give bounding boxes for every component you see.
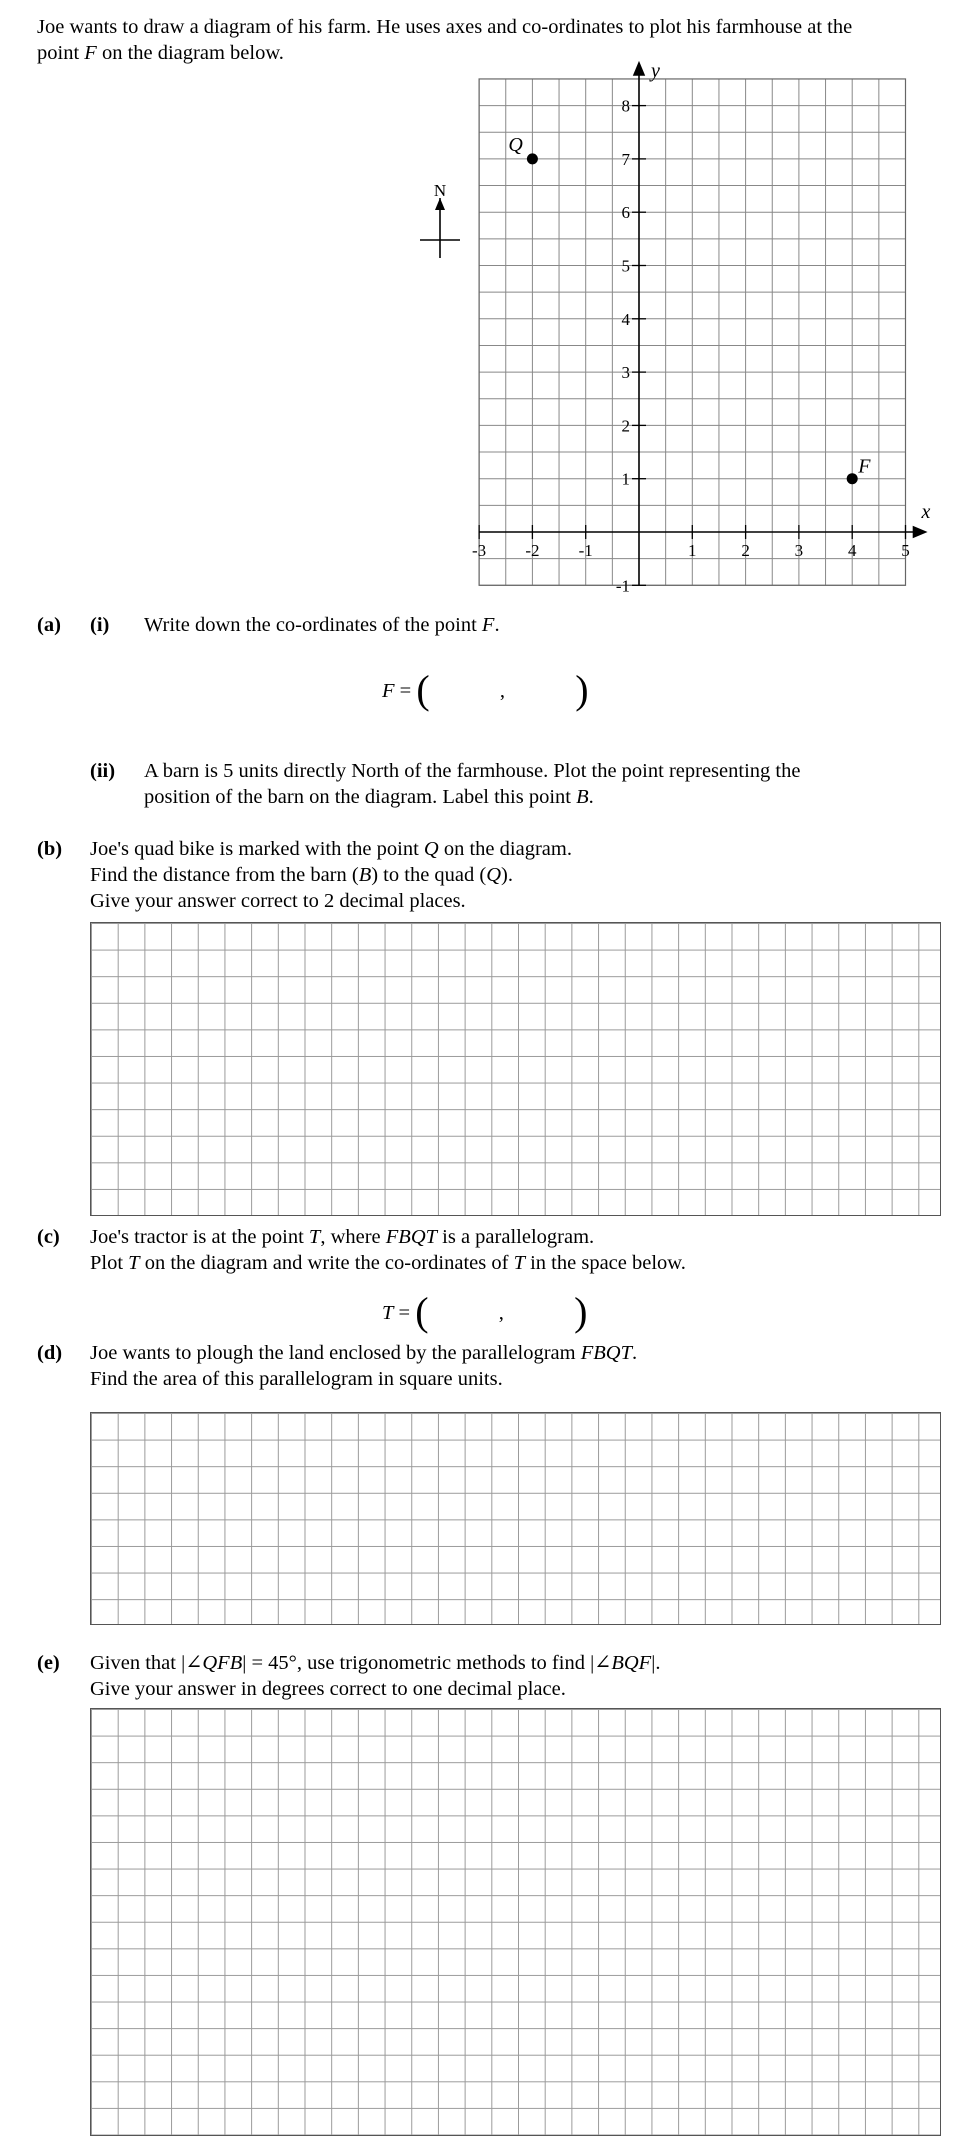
x-tick-label: -1: [578, 541, 593, 560]
y-tick-label: 1: [621, 469, 630, 489]
intro-line-1: Joe wants to draw a diagram of his farm. He uses axes and co-ordinates to plot his farmhouse at the: [37, 16, 853, 38]
part-b-line-2: Find the distance from the barn (B) to the quad (Q).: [90, 864, 513, 886]
answer-f-coordinates[interactable]: F = ( , ): [382, 667, 589, 712]
answer-grid-b[interactable]: [90, 922, 941, 1216]
part-c-label: (c): [37, 1226, 60, 1248]
answer-t-coordinates[interactable]: T = ( , ): [382, 1289, 588, 1334]
point-q: [527, 153, 538, 164]
part-c-line-1: Joe's tractor is at the point T, where FBQT is a parallelogram.: [90, 1226, 595, 1248]
part-b-label: (b): [37, 838, 63, 860]
part-e-line-2: Give your answer in degrees correct to one decimal place.: [90, 1678, 566, 1700]
answer-grid-e[interactable]: [90, 1708, 941, 2136]
diagram-points: [508, 134, 871, 484]
x-tick-label: -3: [472, 541, 487, 560]
y-axis-label: y: [651, 59, 660, 82]
point-label-f: F: [858, 455, 871, 478]
y-axis-arrow-icon: [634, 63, 644, 75]
y-tick-label: 5: [621, 256, 630, 276]
x-tick-label: 1: [688, 541, 697, 560]
point-f: [847, 473, 858, 484]
y-tick-label: 6: [621, 203, 630, 223]
x-tick-label: 3: [794, 541, 804, 560]
diagram-grid: [479, 79, 905, 585]
y-tick-label: -1: [615, 576, 630, 596]
x-tick-label: 5: [901, 541, 910, 560]
part-c-line-2: Plot T on the diagram and write the co-ordinates of T in the space below.: [90, 1252, 686, 1274]
point-label-q: Q: [508, 133, 523, 156]
diagram-axes: [479, 63, 925, 585]
x-axis-arrow-icon: [914, 527, 926, 537]
part-e-line-1: Given that |∠QFB| = 45°, use trigonometric methods to find |∠BQF|.: [90, 1652, 661, 1674]
compass-north-label: N: [433, 181, 447, 200]
part-b-line-1: Joe's quad bike is marked with the point Q on the diagram.: [90, 838, 572, 860]
part-d-line-2: Find the area of this parallelogram in square units.: [90, 1368, 503, 1390]
part-d-label: (d): [37, 1342, 63, 1364]
part-a-ii-label: (ii): [90, 760, 116, 782]
x-axis-label: x: [921, 501, 931, 523]
y-tick-label: 2: [621, 416, 630, 436]
part-a-ii-line-1: A barn is 5 units directly North of the farmhouse. Plot the point representing the: [144, 760, 801, 782]
part-a-ii-line-2: position of the barn on the diagram. Label this point B.: [144, 786, 594, 808]
part-e-label: (e): [37, 1652, 60, 1674]
intro-line-2: point F on the diagram below.: [37, 42, 284, 64]
x-tick-label: 4: [847, 541, 857, 560]
answer-grid-d[interactable]: [90, 1412, 941, 1625]
coordinate-diagram[interactable]: [0, 0, 968, 620]
y-tick-label: 7: [621, 149, 630, 169]
compass-icon: [420, 181, 460, 258]
y-tick-label: 3: [621, 363, 630, 383]
y-tick-label: 4: [621, 309, 630, 329]
part-b-line-3: Give your answer correct to 2 decimal places.: [90, 890, 466, 912]
part-a-label: (a): [37, 614, 61, 636]
x-tick-label: 2: [741, 541, 750, 560]
part-d-line-1: Joe wants to plough the land enclosed by the parallelogram FBQT.: [90, 1342, 638, 1364]
x-tick-label: -2: [525, 541, 540, 560]
part-a-i-question: Write down the co-ordinates of the point F.: [144, 614, 500, 636]
part-a-i-label: (i): [90, 614, 110, 636]
y-tick-label: 8: [621, 96, 630, 116]
